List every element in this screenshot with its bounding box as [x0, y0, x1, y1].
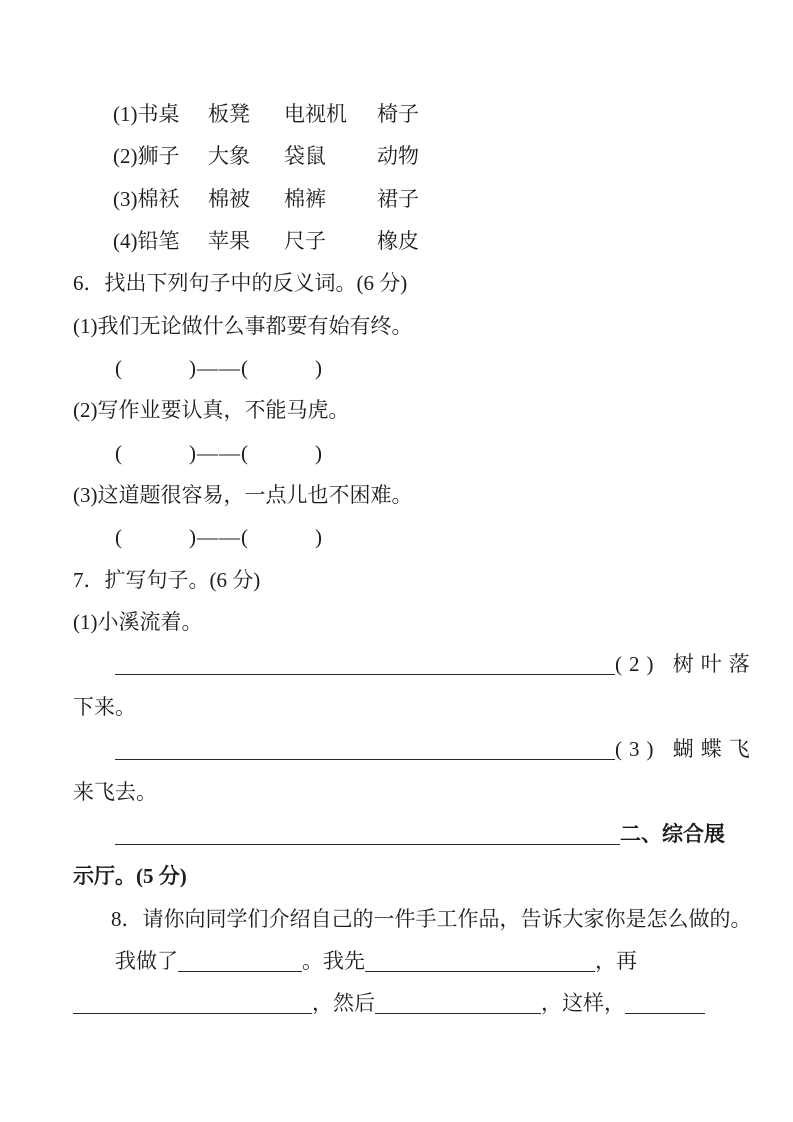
- word: 苹果: [208, 229, 250, 254]
- word-group-row-2: [73, 135, 770, 177]
- word-group-row-4: [73, 220, 770, 262]
- word: 动物: [377, 144, 419, 169]
- question8-part4: ，然后: [312, 991, 375, 1016]
- section2-title-part2: 示厅。(5 分): [73, 864, 187, 889]
- question7-item-2-label: (2) 树叶落: [615, 652, 757, 677]
- question6-title: 6．找出下列句子中的反义词。(6 分): [73, 271, 408, 296]
- question8-prompt: 8．请你向同学们介绍自己的一件手工作品，告诉大家你是怎么做的。: [111, 906, 752, 931]
- word: 橡皮: [377, 229, 419, 254]
- word: 铅笔: [137, 229, 180, 254]
- word-cell: [113, 220, 208, 262]
- item-number: (1): [113, 102, 138, 126]
- section2-header-line: [73, 813, 770, 855]
- section2-title-part1: 二、综合展: [620, 821, 725, 846]
- word: 板凳: [208, 102, 250, 126]
- question8-part5: ，这样，: [541, 991, 625, 1016]
- question8-part2: 。我先: [302, 948, 365, 973]
- fill-in-blank: [365, 953, 595, 972]
- question6-sentence-1: (1)我们无论做什么事都要有始有终。: [73, 313, 413, 338]
- word-cell: [113, 178, 208, 220]
- item-number: (2): [113, 144, 138, 169]
- word: 大象: [208, 144, 250, 169]
- word: 电视机: [284, 102, 347, 126]
- fill-in-blank: [115, 656, 615, 675]
- question7-blank-line-3: [73, 728, 770, 770]
- question6-answer-row-1: ( )——( ): [115, 356, 323, 381]
- fill-in-blank: [178, 953, 302, 972]
- word: 袋鼠: [284, 144, 326, 169]
- question8-part3: ，再: [595, 948, 637, 973]
- fill-in-blank: [115, 826, 620, 845]
- word: 书桌: [137, 102, 180, 126]
- word: 尺子: [284, 229, 326, 254]
- word: 棉袄: [137, 186, 180, 211]
- question6-answer-row-3: ( )——( ): [115, 525, 323, 550]
- item-number: (4): [113, 229, 138, 254]
- question7-title: 7．扩写句子。(6 分): [73, 567, 261, 592]
- question7-item-3-label: (3) 蝴蝶飞: [615, 737, 757, 762]
- question8-fill-line-2: [73, 982, 770, 1024]
- question7-item-2-continuation: 下来。: [73, 694, 136, 719]
- word: 棉被: [208, 186, 250, 211]
- question6-answer-row-2: ( )——( ): [115, 440, 323, 465]
- question6-sentence-2: (2)写作业要认真，不能马虎。: [73, 398, 350, 423]
- word-group-row-3: [73, 178, 770, 220]
- word-cell: [113, 135, 208, 177]
- item-number: (3): [113, 186, 138, 211]
- question7-item-3-continuation: 来飞去。: [73, 779, 157, 804]
- fill-in-blank: [375, 995, 541, 1014]
- question8-fill-line-1: [73, 940, 770, 982]
- word-group-row-1: [73, 93, 770, 135]
- question6-sentence-3: (3)这道题很容易，一点儿也不困难。: [73, 483, 413, 508]
- word: 椅子: [377, 102, 419, 126]
- word: 裙子: [377, 186, 419, 211]
- question8-part1: 我做了: [115, 948, 178, 973]
- word: 狮子: [137, 144, 180, 169]
- word: 棉裤: [284, 186, 326, 211]
- fill-in-blank: [115, 741, 615, 760]
- fill-in-blank: [625, 995, 705, 1014]
- fill-in-blank: [73, 995, 312, 1014]
- question7-blank-line-2: [73, 643, 770, 685]
- question7-item-1: (1)小溪流着。: [73, 610, 203, 635]
- word-cell: [113, 93, 208, 135]
